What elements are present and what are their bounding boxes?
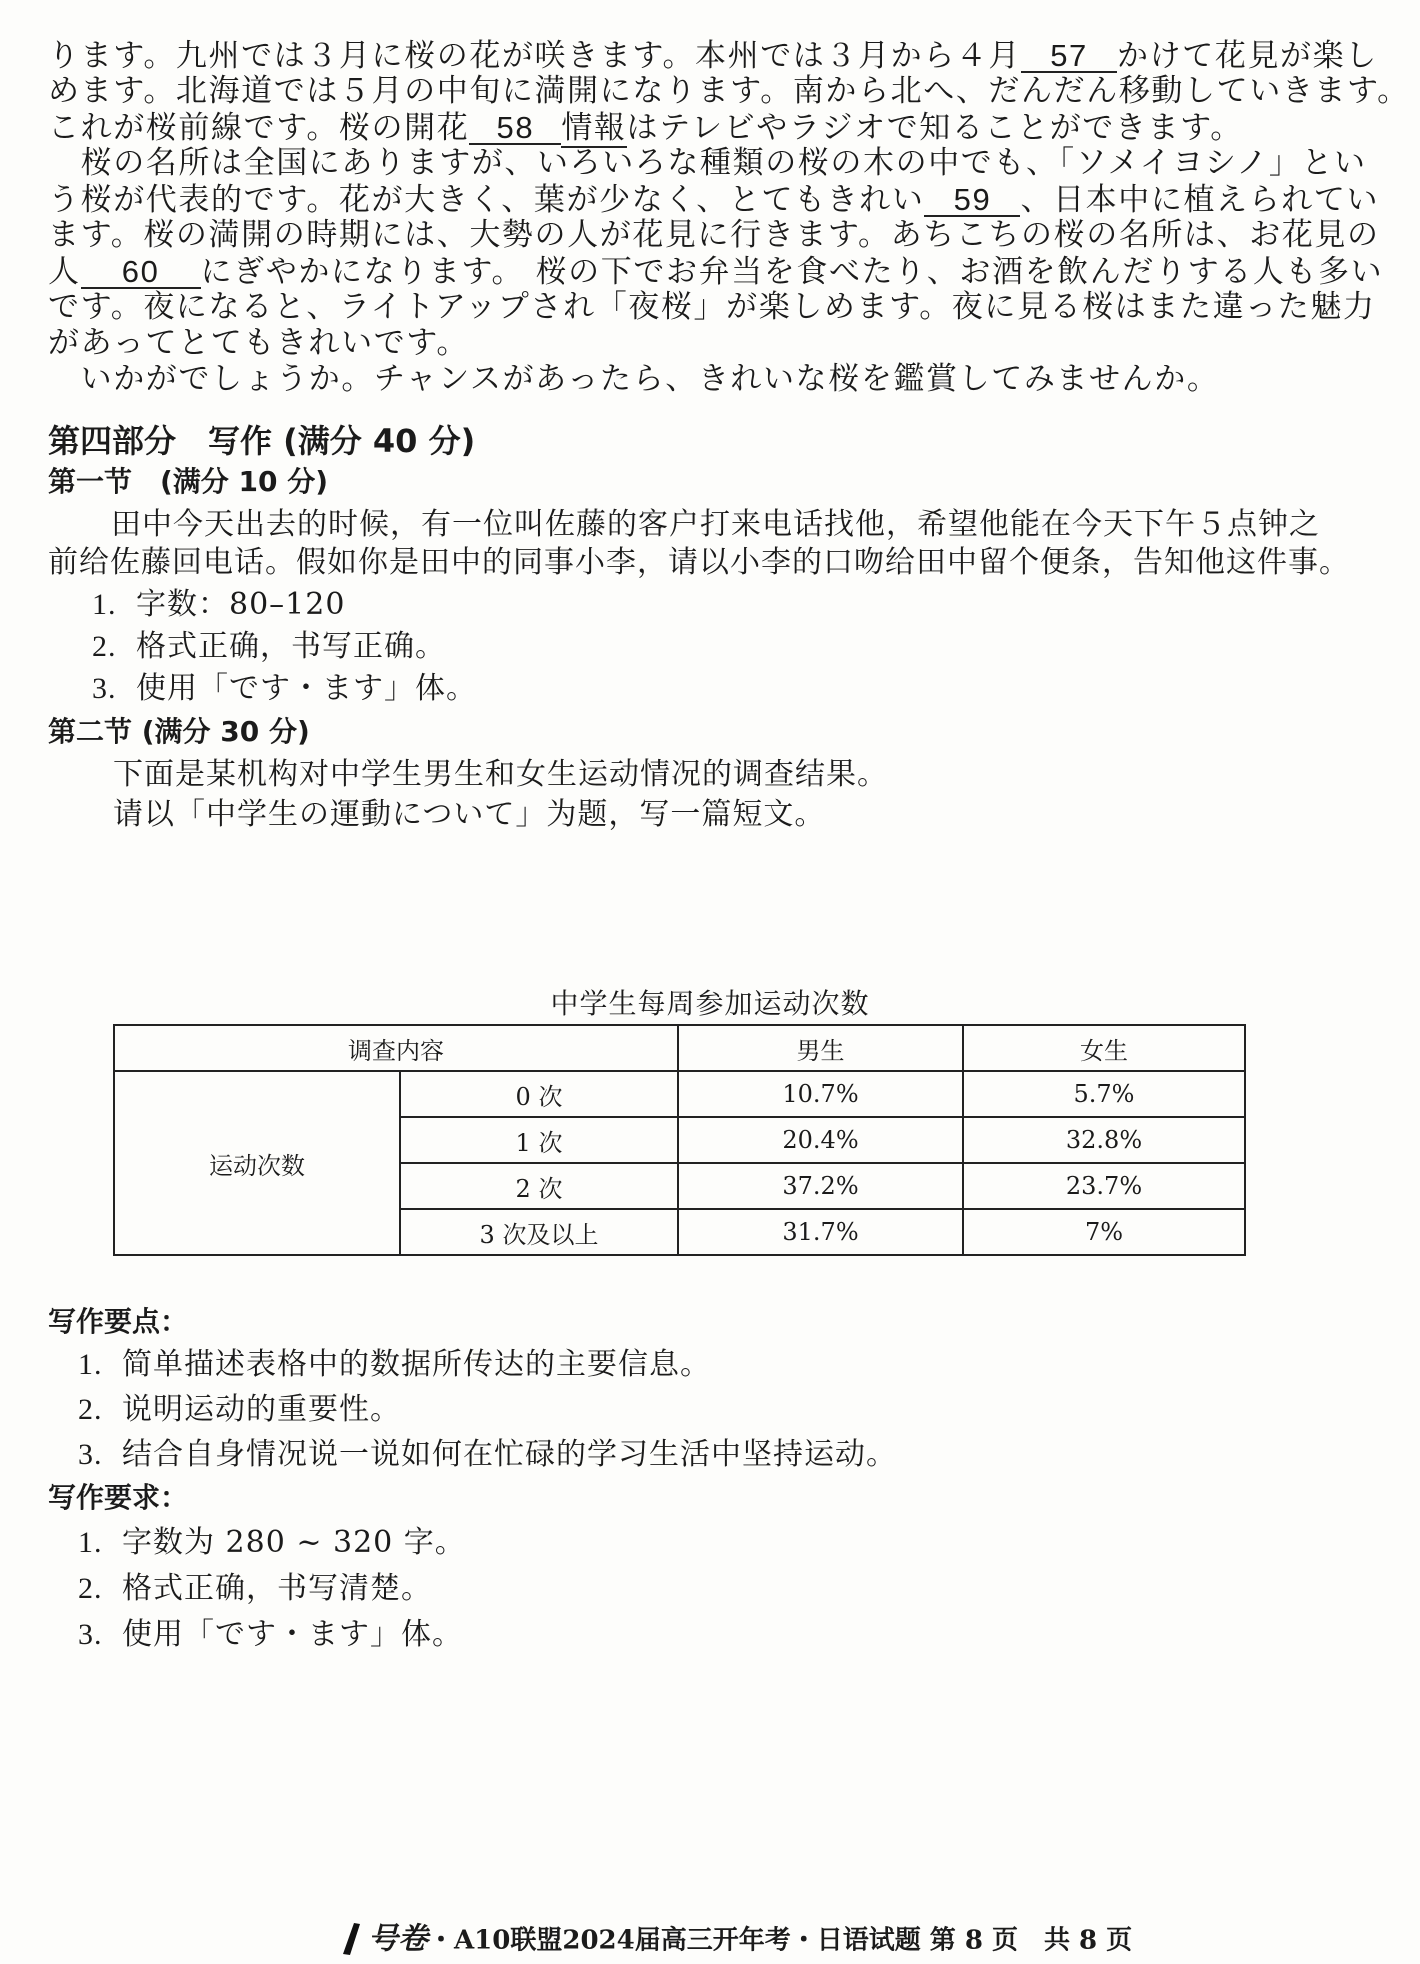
group-label: 运动次数	[114, 1071, 400, 1255]
col-header-item: 调查内容	[114, 1025, 678, 1071]
table-caption: 中学生每周参加运动次数	[550, 987, 870, 1020]
male-value: 20.4%	[678, 1117, 963, 1163]
row-label: 1 次	[400, 1117, 678, 1163]
male-value: 10.7%	[678, 1071, 963, 1117]
passage-line: ます。桜の満開の時期には、大勢の人が花見に行きます。あちこちの桜の名所は、お花見の	[48, 217, 1380, 253]
row-label: 2 次	[400, 1163, 678, 1209]
table-header-row	[114, 1025, 1245, 1071]
section2-intro: 下面是某机构对中学生男生和女生运动情况的调查结果。	[113, 757, 888, 792]
section1-item: 3. 使用「です・ます」体。	[92, 671, 477, 706]
blank-58: 58	[469, 112, 561, 145]
col-header-male: 男生	[678, 1025, 963, 1071]
section1-paragraph: 前给佐藤回电话。假如你是田中的同事小李，请以小李的口吻给田中留个便条，告知他这件事。	[48, 545, 1350, 580]
section1-title: 第一节 (满分 10 分)	[48, 465, 329, 498]
passage-line: めます。北海道では５月の中旬に満開になります。南から北へ、だんだん移動していきます。	[48, 73, 1410, 109]
writing-requirement: 3. 使用「です・ます」体。	[78, 1617, 463, 1652]
row-label: 0 次	[400, 1071, 678, 1117]
male-value: 31.7%	[678, 1209, 963, 1255]
female-value: 32.8%	[963, 1117, 1245, 1163]
male-value: 37.2%	[678, 1163, 963, 1209]
underlined-word: 情報	[561, 110, 627, 146]
row-label: 3 次及以上	[400, 1209, 678, 1255]
footer-text: ・A10联盟2024届高三开年考・日语试题 第 8 页 共 8 页	[428, 1925, 1133, 1956]
col-header-female: 女生	[963, 1025, 1245, 1071]
passage-line: 人 60 にぎやかになります。 桜の下でお弁当を食べたり、お酒を飲んだりする人も多い	[48, 254, 1384, 290]
blank-57: 57	[1021, 40, 1117, 73]
passage-line: これが桜前線です。桜の開花 58 情報はテレビやラジオで知ることができます。	[48, 110, 1243, 146]
publisher-logo-icon	[340, 1922, 362, 1961]
part4-title: 第四部分 写作 (满分 40 分)	[48, 422, 476, 460]
passage-line: です。夜になると、ライトアップされ「夜桜」が楽しめます。夜に見る桜はまた違った魅力	[48, 289, 1376, 325]
writing-requirement: 1. 字数为 280 ~ 320 字。	[78, 1525, 466, 1560]
requirements-title: 写作要求：	[48, 1481, 189, 1514]
section2-prompt: 请以「中学生の運動について」为题，写一篇短文。	[113, 797, 826, 832]
publisher-logo-text: 号卷	[368, 1921, 428, 1957]
passage-line: いかがでしょうか。チャンスがあったら、きれいな桜を鑑賞してみませんか。	[48, 361, 1220, 397]
writing-point: 2. 说明运动的重要性。	[78, 1392, 401, 1427]
section1-item: 1. 字数：80–120	[92, 587, 346, 622]
survey-table	[113, 1024, 1246, 1256]
writing-point: 1. 简单描述表格中的数据所传达的主要信息。	[78, 1347, 711, 1382]
section1-item: 2. 格式正确，书写正确。	[92, 629, 446, 664]
passage-line: ります。九州では３月に桜の花が咲きます。本州では３月から４月 57 かけて花見が楽し	[48, 38, 1378, 74]
passage-line: があってとてもきれいです。	[48, 325, 470, 361]
section2-title: 第二节 (满分 30 分)	[48, 715, 310, 748]
writing-point: 3. 结合自身情况说一说如何在忙碌的学习生活中坚持运动。	[78, 1437, 897, 1472]
page-footer	[340, 1922, 1132, 1961]
female-value: 7%	[963, 1209, 1245, 1255]
female-value: 23.7%	[963, 1163, 1245, 1209]
points-title: 写作要点：	[48, 1305, 189, 1338]
passage-line: う桜が代表的です。花が大きく、葉が少なく、とてもきれい 59 、日本中に植えられてい	[48, 182, 1380, 218]
passage-line: 桜の名所は全国にありますが、いろいろな種類の桜の木の中でも、「ソメイヨシノ」とい	[48, 145, 1367, 181]
blank-60: 60	[81, 256, 201, 289]
table-row	[114, 1071, 1245, 1117]
female-value: 5.7%	[963, 1071, 1245, 1117]
writing-requirement: 2. 格式正确，书写清楚。	[78, 1571, 432, 1606]
blank-59: 59	[924, 184, 1020, 217]
section1-paragraph: 田中今天出去的时候，有一位叫佐藤的客户打来电话找他，希望他能在今天下午５点钟之	[80, 507, 1320, 542]
